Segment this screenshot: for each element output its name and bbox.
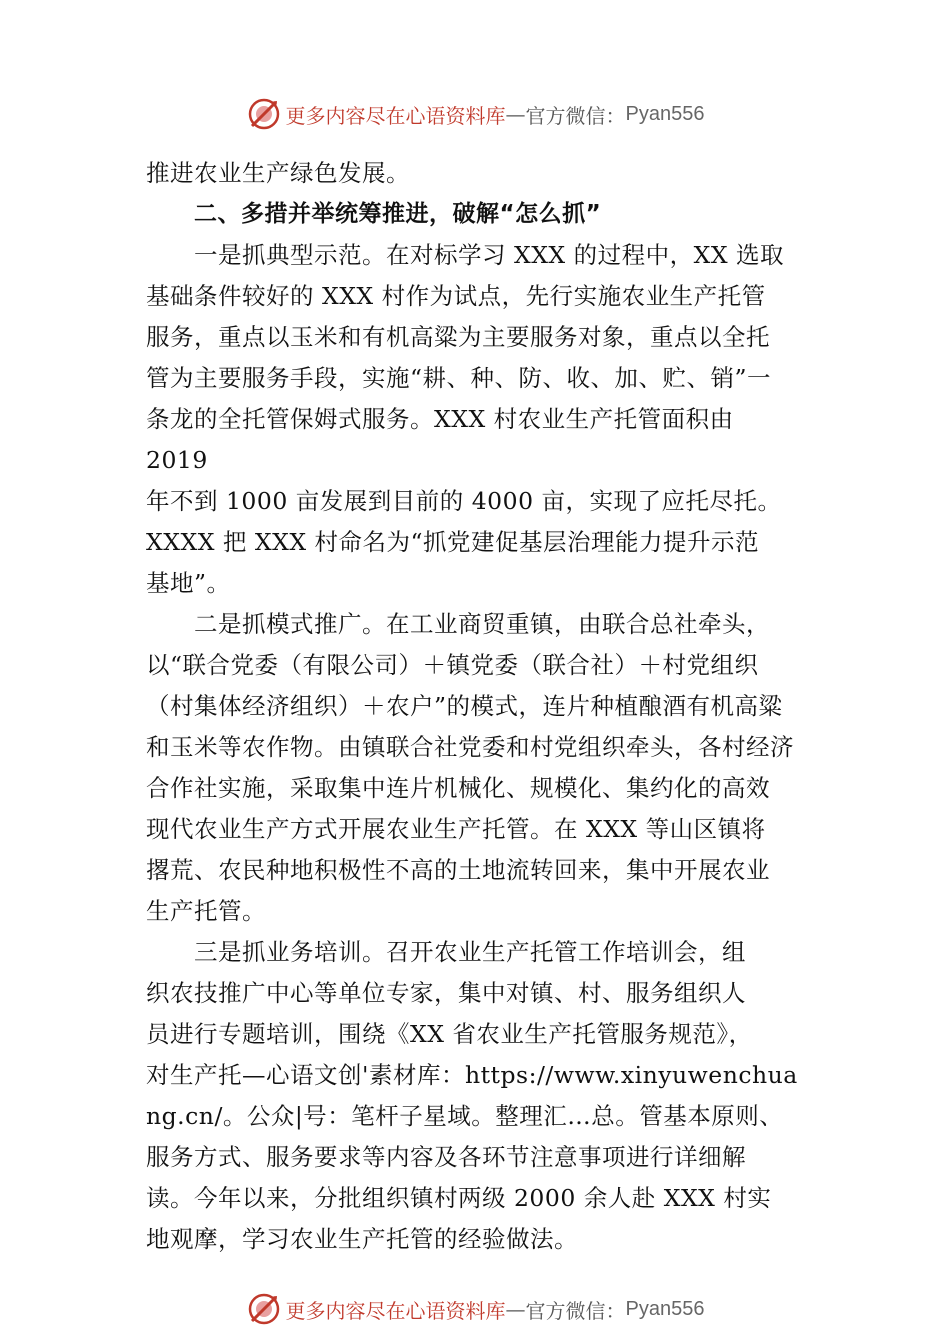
paragraph-line: 以“联合党委（有限公司）＋镇党委（联合社）＋村党组织 [146, 651, 759, 679]
paragraph-line: 推进农业生产绿色发展。 [146, 159, 410, 187]
paragraph-line: 现代农业生产方式开展农业生产托管。在 XXX 等山区镇将 [146, 815, 766, 843]
footer-wechat-id: Pyan556 [625, 1297, 705, 1320]
logo-icon [246, 96, 282, 132]
paragraph-line: 服务，重点以玉米和有机高粱为主要服务对象，重点以全托 [146, 323, 770, 351]
section-heading: 二、多措并举统筹推进，破解“怎么抓” [194, 201, 602, 227]
paragraph-line: 对生产托—心语文创'素材库：https://www.xinyuwenchua [146, 1061, 798, 1089]
paragraph-line: XXXX 把 XXX 村命名为“抓党建促基层治理能力提升示范 [146, 528, 760, 556]
paragraph-line: 管为主要服务手段，实施“耕、种、防、收、加、贮、销”一 [146, 364, 772, 392]
header-wechat-label: 官方微信： [525, 103, 626, 128]
paragraph-line: 2019 [146, 446, 208, 474]
paragraph-line: 基地”。 [146, 569, 231, 597]
paragraph-line: 撂荒、农民种地积极性不高的土地流转回来，集中开展农业 [146, 856, 770, 884]
paragraph-line: 合作社实施，采取集中连片机械化、规模化、集约化的高效 [146, 774, 770, 802]
paragraph-line: 生产托管。 [146, 897, 266, 925]
paragraph-line: 二是抓模式推广。在工业商贸重镇，由联合总社牵头， [194, 610, 770, 638]
document-body [146, 153, 816, 1260]
paragraph-line: 条龙的全托管保姆式服务。XXX 村农业生产托管面积由 [146, 405, 734, 433]
header-title: 更多内容尽在心语资料库 [285, 103, 506, 128]
paragraph-line: 读。今年以来，分批组织镇村两级 2000 余人赴 XXX 村实 [146, 1184, 772, 1212]
paragraph-line: 员进行专题培训，围绕《XX 省农业生产托管服务规范》， [146, 1020, 753, 1048]
footer-wechat-label: 官方微信： [525, 1298, 626, 1323]
header-dash: — [505, 102, 526, 126]
paragraph-line: 服务方式、服务要求等内容及各环节注意事项进行详细解 [146, 1143, 746, 1171]
paragraph-line: （村集体经济组织）＋农户”的模式，连片种植酿酒有机高粱 [146, 692, 783, 720]
paragraph-line: 和玉米等农作物。由镇联合社党委和村党组织牵头，各村经济 [146, 733, 794, 761]
header-wechat-id: Pyan556 [625, 102, 705, 125]
paragraph-line: 一是抓典型示范。在对标学习 XXX 的过程中，XX 选取 [194, 241, 785, 269]
footer-dash: — [505, 1297, 526, 1321]
footer-banner [0, 1289, 950, 1329]
logo-icon [246, 1291, 282, 1327]
paragraph-line: 地观摩，学习农业生产托管的经验做法。 [146, 1225, 578, 1253]
paragraph-line: 年不到 1000 亩发展到目前的 4000 亩，实现了应托尽托。 [146, 487, 782, 515]
paragraph-line: 织农技推广中心等单位专家，集中对镇、村、服务组织人 [146, 979, 746, 1007]
paragraph-line: ng.cn/。公众|号：笔杆子星域。整理汇…总。管基本原则、 [146, 1102, 784, 1130]
header-banner [0, 94, 950, 134]
paragraph-line: 基础条件较好的 XXX 村作为试点，先行实施农业生产托管 [146, 282, 766, 310]
paragraph-line: 三是抓业务培训。召开农业生产托管工作培训会，组 [194, 938, 746, 966]
footer-title: 更多内容尽在心语资料库 [285, 1298, 506, 1323]
